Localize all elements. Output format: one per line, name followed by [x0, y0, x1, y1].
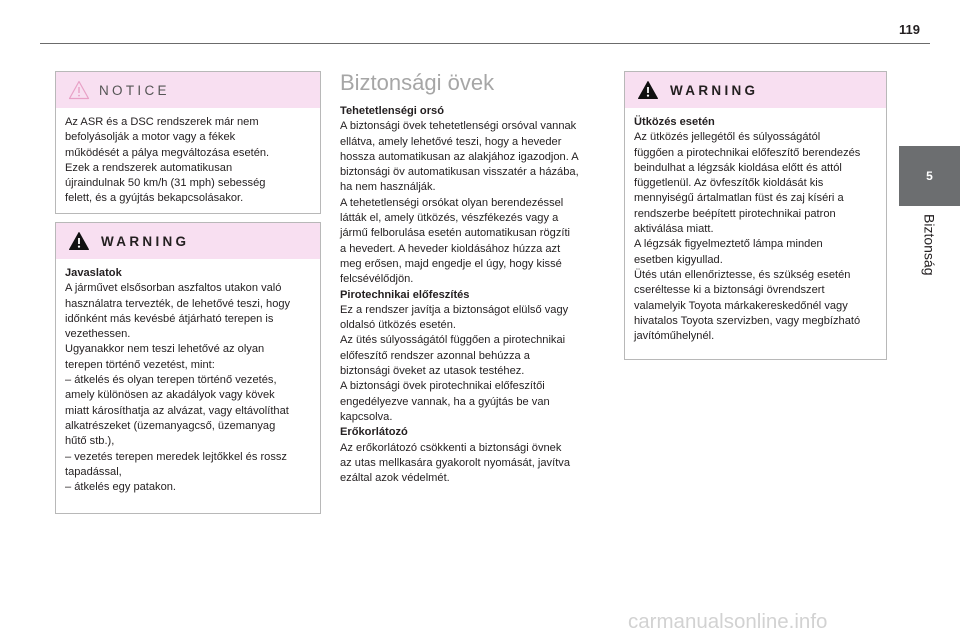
body-line: meg erősen, majd engedje el úgy, hogy kissé: [340, 257, 562, 270]
notice-line: működését a pálya megváltozása esetén.: [65, 146, 270, 159]
warning-line: cseréltesse ki a biztonsági övrendszert: [634, 284, 825, 297]
body-line: oldalsó ütközés esetén.: [340, 319, 456, 332]
warning-heading-left: Javaslatok: [65, 267, 122, 279]
notice-line: befolyásolják a motor vagy a fékek: [65, 131, 236, 144]
warning-label-right: WARNING: [670, 82, 759, 98]
body-line: felcsévélődjön.: [340, 273, 414, 286]
warning-line: mennyiségű ártalmatlan füst és zaj kíséri a: [634, 192, 844, 205]
notice-box: [55, 71, 321, 214]
page-number: 119: [899, 22, 920, 37]
subheading: Erőkorlátozó: [340, 426, 408, 439]
body-line: ha nem használják.: [340, 181, 436, 194]
warning-triangle-icon: [68, 231, 90, 251]
body-line: biztonsági öveket az utasok testéhez.: [340, 365, 525, 378]
notice-body: [56, 108, 320, 207]
watermark: carmanualsonline.info: [628, 610, 828, 633]
warning-box-right: [624, 71, 887, 360]
notice-triangle-icon: [68, 80, 90, 100]
middle-column: [340, 104, 610, 486]
warning-line: Az ütközés jellegétől és súlyosságától: [634, 131, 821, 144]
warning-header-right: [625, 72, 886, 108]
body-line: Az ütés súlyosságától függően a pirotechnikai: [340, 334, 566, 347]
warning-line: hűtő stb.),: [65, 435, 115, 448]
subheading: Tehetetlenségi orsó: [340, 105, 444, 117]
warning-line: valamelyik Toyota márkakereskedőnél vagy: [634, 299, 848, 312]
warning-line: amely különösen az akadályok vagy kövek: [65, 389, 275, 402]
body-line: előfeszítő rendszer azonnal behúzza a: [340, 349, 530, 362]
subheading: Pirotechnikai előfeszítés: [340, 288, 470, 301]
body-line: az utas mellkasára gyakorolt nyomását, javítva: [340, 456, 570, 469]
warning-line: vezethessen.: [65, 328, 131, 341]
warning-line: Ütés után ellenőriztesse, és szükség esetén: [634, 268, 851, 281]
warning-line: időnként más kevésbé átjárható terepen is: [65, 312, 274, 325]
warning-label-left: WARNING: [101, 233, 190, 249]
warning-line: rendszerbe beépített pirotechnikai patron: [634, 207, 836, 220]
warning-line: terepen történő vezetést, mint:: [65, 358, 215, 371]
notice-line: újraindulnak 50 km/h (31 mph) sebesség: [65, 177, 266, 190]
warning-body-right: [625, 108, 886, 344]
warning-line: – vezetés terepen meredek lejtőkkel és rossz: [65, 450, 287, 463]
body-line: biztonsági öv automatikusan visszatér a házába,: [340, 166, 579, 179]
body-line: jármű felborulása esetén automatikusan rögzíti: [340, 227, 571, 240]
warning-box-left: [55, 222, 321, 514]
body-line: A tehetetlenségi orsókat olyan berendezéssel: [340, 196, 564, 209]
body-line: látták el, amely ütközés, vészfékezés vagy a: [340, 212, 559, 225]
body-line: hossza automatikusan az alakjához igazodjon. A: [340, 150, 579, 163]
warning-line: használatra tervezték, de lehetővé teszi, hogy: [65, 297, 291, 310]
warning-body-left: [56, 259, 320, 495]
notice-label: NOTICE: [99, 82, 170, 98]
warning-line: Ugyanakkor nem teszi lehetővé az olyan: [65, 343, 265, 356]
warning-line: függően a pirotechnikai előfeszítő berendezés: [634, 146, 861, 159]
notice-header: [56, 72, 320, 108]
body-line: Ez a rendszer javítja a biztonságot elülső vagy: [340, 303, 569, 316]
notice-line: Ezek a rendszerek automatikusan: [65, 161, 233, 174]
body-line: ellátva, amely lehetővé teszi, hogy a heveder: [340, 135, 562, 148]
section-title: Biztonsági övek: [340, 70, 495, 95]
warning-line: beindulhat a légzsák kioldása előtt és attól: [634, 161, 842, 174]
body-line: A biztonsági övek tehetetlenségi orsóval vannak: [340, 120, 577, 133]
chapter-title-text: Biztonság: [921, 214, 938, 276]
warning-header-left: [56, 223, 320, 259]
warning-line: – átkelés egy patakon.: [65, 481, 177, 494]
warning-line: – átkelés és olyan terepen történő vezetés,: [65, 374, 277, 387]
body-line: a hevedert. A heveder kioldásához húzza azt: [340, 242, 561, 255]
warning-line: A légzsák figyelmeztető lámpa minden: [634, 238, 823, 251]
warning-line: javítóműhelynél.: [634, 330, 715, 343]
warning-line: függetlenül. Az övfeszítők kioldását kis: [634, 177, 824, 190]
warning-line: A járművet elsősorban aszfaltos utakon való: [65, 282, 282, 295]
notice-line: Az ASR és a DSC rendszerek már nem: [65, 116, 259, 128]
header-divider: [40, 43, 930, 44]
warning-line: aktiválása miatt.: [634, 223, 714, 236]
warning-line: hivatalos Toyota szervizben, vagy megbízható: [634, 314, 861, 327]
body-line: A biztonsági övek pirotechnikai előfeszítői: [340, 380, 545, 393]
warning-line: miatt károsíthatja az alvázat, vagy eltávolíthat: [65, 404, 289, 417]
body-line: kapcsolva.: [340, 410, 393, 423]
warning-line: alkatrészeket (üzemanyagcső, üzemanyag: [65, 419, 276, 432]
body-line: engedélyezve vannak, ha a gyújtás be van: [340, 395, 550, 408]
warning-heading-right: Ütközés esetén: [634, 116, 715, 128]
chapter-title: [899, 212, 960, 302]
body-line: Az erőkorlátozó csökkenti a biztonsági övnek: [340, 441, 562, 454]
notice-line: felett, és a gyújtás bekapcsolásakor.: [65, 192, 244, 205]
chapter-tab[interactable]: 5: [899, 146, 960, 206]
body-line: ezáltal azok védelmét.: [340, 472, 450, 485]
warning-triangle-icon: [637, 80, 659, 100]
warning-line: tapadással,: [65, 465, 122, 478]
warning-line: esetben kigyullad.: [634, 253, 723, 266]
